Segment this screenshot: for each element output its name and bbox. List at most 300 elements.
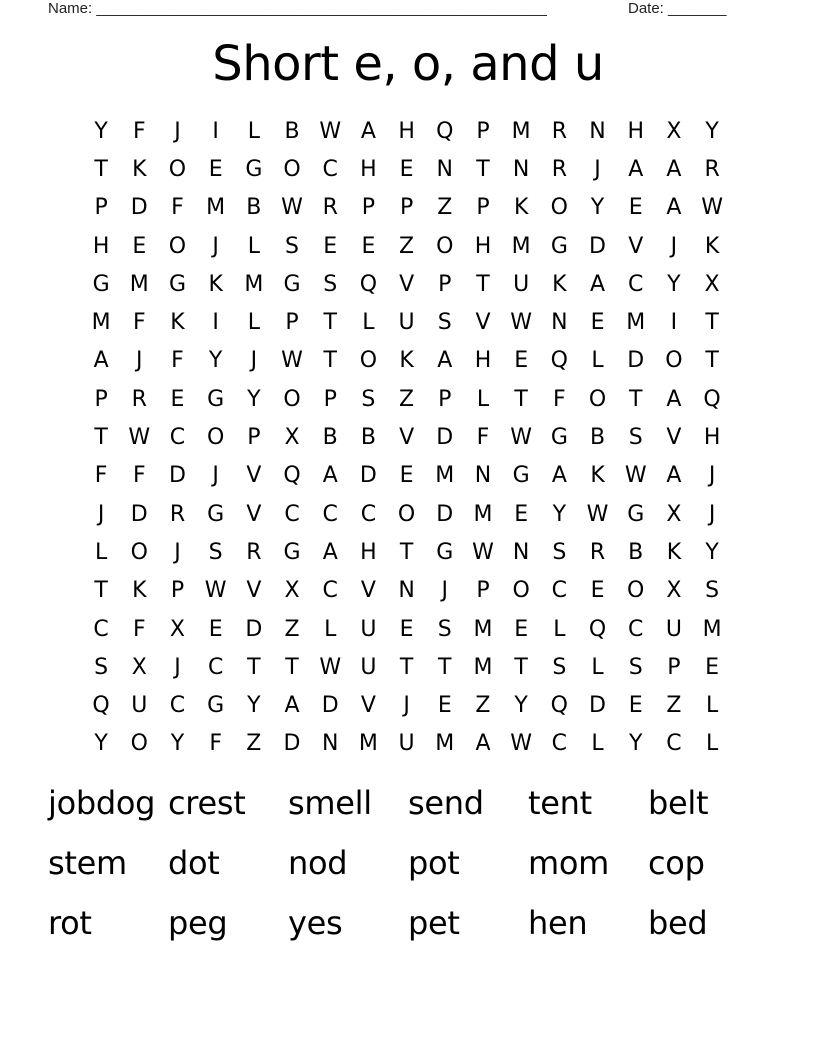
grid-letter: Y: [705, 118, 719, 144]
grid-letter: P: [285, 310, 299, 336]
grid-letter: G: [283, 539, 301, 565]
grid-letter: M: [473, 654, 493, 680]
word-list-item: cop: [648, 844, 705, 882]
grid-letter: D: [436, 425, 454, 451]
grid-letter: J: [594, 156, 601, 182]
grid-letter: R: [704, 156, 720, 182]
grid-letter: S: [94, 654, 109, 680]
grid-letter: W: [701, 195, 723, 221]
grid-letter: E: [399, 616, 414, 642]
grid-letter: E: [399, 156, 414, 182]
grid-letter: P: [399, 195, 414, 221]
word-list-item: mom: [528, 844, 610, 882]
grid-letter: O: [168, 156, 187, 182]
grid-letter: W: [281, 195, 303, 221]
grid-letter: H: [474, 348, 492, 374]
grid-letter: O: [665, 348, 683, 374]
grid-letter: Y: [170, 731, 185, 757]
grid-letter: G: [92, 271, 110, 297]
grid-letter: U: [398, 310, 415, 336]
grid-letter: N: [512, 539, 530, 565]
grid-letter: T: [514, 654, 528, 680]
grid-letter: S: [628, 654, 643, 680]
grid-letter: J: [212, 233, 219, 259]
grid-letter: Y: [552, 501, 567, 527]
grid-letter: N: [436, 156, 454, 182]
grid-letter: H: [703, 425, 721, 451]
grid-letter: D: [321, 693, 339, 719]
grid-letter: K: [590, 463, 605, 489]
grid-letter: D: [130, 501, 148, 527]
grid-letter: J: [136, 348, 143, 374]
grid-letter: P: [476, 578, 490, 604]
grid-letter: L: [591, 348, 604, 374]
grid-letter: C: [551, 731, 568, 757]
word-list: [48, 778, 768, 958]
grid-letter: B: [246, 195, 262, 221]
grid-letter: Q: [703, 386, 721, 412]
grid-letter: O: [130, 731, 148, 757]
grid-letter: M: [473, 616, 493, 642]
grid-letter: H: [398, 118, 415, 144]
grid-letter: F: [209, 731, 222, 757]
grid-letter: T: [476, 271, 490, 297]
grid-letter: Q: [588, 616, 607, 642]
grid-letter: P: [476, 195, 490, 221]
grid-letter: Z: [437, 195, 453, 221]
grid-letter: F: [132, 310, 146, 336]
grid-letter: M: [702, 616, 722, 642]
grid-letter: U: [398, 731, 415, 757]
grid-letter: P: [94, 195, 108, 221]
grid-letter: E: [628, 195, 643, 221]
grid-letter: D: [130, 195, 148, 221]
grid-letter: M: [435, 463, 455, 489]
grid-letter: M: [473, 501, 493, 527]
grid-letter: C: [322, 156, 338, 182]
grid-letter: T: [94, 156, 108, 182]
grid-letter: E: [590, 578, 605, 604]
grid-letter: E: [514, 348, 529, 374]
grid-letter: H: [360, 156, 377, 182]
grid-letter: X: [169, 616, 185, 642]
grid-letter: C: [666, 731, 682, 757]
grid-letter: J: [708, 501, 716, 527]
grid-letter: J: [403, 693, 410, 719]
grid-letter: K: [666, 539, 682, 565]
grid-letter: J: [250, 348, 258, 374]
grid-letter: N: [474, 463, 492, 489]
grid-letter: W: [510, 425, 533, 451]
grid-letter: P: [438, 386, 452, 412]
grid-letter: J: [174, 654, 181, 680]
grid-letter: E: [323, 233, 338, 259]
grid-letter: O: [436, 233, 454, 259]
grid-letter: L: [553, 616, 566, 642]
grid-letter: E: [628, 693, 643, 719]
grid-letter: H: [474, 233, 492, 259]
grid-letter: C: [628, 616, 644, 642]
grid-letter: E: [705, 654, 720, 680]
date-field-label: Date: _______: [628, 0, 727, 17]
grid-letter: T: [705, 310, 719, 336]
grid-letter: T: [323, 310, 337, 336]
word-list-item: hen: [528, 904, 588, 942]
grid-letter: I: [212, 310, 219, 336]
grid-letter: V: [360, 693, 376, 719]
grid-letter: A: [322, 463, 338, 489]
grid-letter: T: [94, 425, 108, 451]
grid-letter: R: [246, 539, 262, 565]
grid-letter: V: [246, 501, 262, 527]
grid-letter: E: [208, 616, 223, 642]
word-list-item: stem: [48, 844, 127, 882]
grid-letter: E: [132, 233, 147, 259]
grid-letter: U: [513, 271, 530, 297]
grid-letter: Y: [208, 348, 223, 374]
grid-letter: F: [132, 463, 146, 489]
grid-letter: K: [399, 348, 414, 374]
grid-letter: X: [131, 654, 147, 680]
grid-letter: J: [174, 118, 181, 144]
grid-letter: K: [552, 271, 567, 297]
grid-letter: U: [131, 693, 148, 719]
grid-letter: W: [319, 118, 342, 144]
grid-letter: K: [132, 156, 147, 182]
grid-letter: T: [323, 348, 337, 374]
grid-letter: V: [475, 310, 491, 336]
word-list-item: crest: [168, 784, 246, 822]
grid-letter: X: [284, 578, 300, 604]
grid-letter: R: [551, 156, 567, 182]
grid-letter: G: [207, 501, 225, 527]
grid-letter: P: [476, 118, 490, 144]
grid-letter: F: [132, 118, 146, 144]
grid-letter: T: [94, 578, 108, 604]
grid-letter: L: [362, 310, 375, 336]
grid-letter: M: [206, 195, 226, 221]
grid-letter: A: [93, 348, 109, 374]
grid-letter: V: [246, 463, 262, 489]
word-list-item: pot: [408, 844, 460, 882]
grid-letter: G: [512, 463, 530, 489]
grid-letter: Y: [628, 731, 643, 757]
grid-letter: F: [553, 386, 566, 412]
grid-letter: J: [708, 463, 716, 489]
grid-letter: N: [551, 310, 568, 336]
grid-letter: C: [322, 578, 338, 604]
grid-letter: O: [359, 348, 378, 374]
grid-letter: Y: [705, 539, 719, 565]
grid-letter: E: [514, 616, 529, 642]
grid-letter: Y: [667, 271, 681, 297]
grid-letter: F: [132, 616, 146, 642]
letter-grid: [82, 112, 731, 763]
grid-letter: E: [437, 693, 452, 719]
grid-letter: S: [437, 310, 452, 336]
grid-letter: C: [169, 425, 186, 451]
grid-letter: P: [323, 386, 337, 412]
word-list-item: rot: [48, 904, 92, 942]
grid-letter: R: [322, 195, 338, 221]
grid-letter: Y: [94, 118, 108, 144]
grid-letter: M: [358, 731, 378, 757]
grid-letter: J: [441, 578, 449, 604]
grid-letter: W: [510, 310, 533, 336]
grid-letter: U: [360, 654, 377, 680]
grid-letter: V: [628, 233, 644, 259]
page-title: Short e, o, and u: [212, 36, 604, 92]
grid-letter: T: [399, 539, 414, 565]
grid-letter: O: [627, 578, 645, 604]
grid-letter: D: [245, 616, 263, 642]
grid-letter: K: [132, 578, 147, 604]
grid-letter: W: [281, 348, 303, 374]
word-list-item: dot: [168, 844, 220, 882]
grid-letter: D: [589, 693, 606, 719]
grid-letter: G: [627, 501, 645, 527]
grid-letter: L: [476, 386, 490, 412]
grid-letter: F: [94, 463, 108, 489]
grid-letter: E: [399, 463, 414, 489]
grid-letter: L: [324, 616, 337, 642]
grid-letter: D: [589, 233, 606, 259]
grid-letter: V: [246, 578, 262, 604]
grid-letter: P: [94, 386, 108, 412]
grid-letter: R: [131, 386, 147, 412]
grid-letter: O: [168, 233, 187, 259]
grid-letter: G: [283, 271, 301, 297]
grid-letter: S: [323, 271, 338, 297]
grid-letter: M: [511, 233, 531, 259]
grid-letter: G: [168, 271, 186, 297]
grid-letter: F: [171, 195, 184, 221]
grid-letter: A: [551, 463, 567, 489]
grid-letter: G: [245, 156, 263, 182]
grid-letter: W: [510, 731, 533, 757]
grid-letter: U: [360, 616, 377, 642]
grid-letter: E: [170, 386, 185, 412]
grid-letter: E: [514, 501, 529, 527]
grid-letter: T: [285, 654, 299, 680]
grid-letter: N: [321, 731, 339, 757]
grid-letter: X: [704, 271, 720, 297]
grid-letter: C: [207, 654, 224, 680]
grid-letter: H: [92, 233, 110, 259]
grid-letter: C: [551, 578, 568, 604]
word-list-item: tent: [528, 784, 592, 822]
grid-letter: G: [436, 539, 454, 565]
grid-letter: S: [552, 654, 567, 680]
grid-letter: L: [247, 310, 260, 336]
grid-letter: R: [169, 501, 186, 527]
grid-letter: V: [360, 578, 376, 604]
grid-letter: X: [666, 501, 682, 527]
grid-letter: Q: [283, 463, 301, 489]
grid-letter: T: [438, 654, 452, 680]
grid-letter: P: [361, 195, 376, 221]
grid-letter: E: [208, 156, 223, 182]
grid-letter: A: [666, 386, 682, 412]
grid-letter: P: [170, 578, 185, 604]
grid-letter: B: [322, 425, 338, 451]
grid-letter: C: [169, 693, 186, 719]
grid-letter: F: [476, 425, 490, 451]
grid-letter: K: [704, 233, 720, 259]
grid-letter: L: [591, 654, 604, 680]
grid-letter: Q: [92, 693, 110, 719]
grid-letter: Q: [359, 271, 378, 297]
grid-letter: G: [550, 425, 568, 451]
word-list-item: pet: [408, 904, 460, 942]
grid-letter: M: [626, 310, 646, 336]
grid-letter: V: [666, 425, 682, 451]
grid-letter: M: [129, 271, 149, 297]
grid-letter: C: [360, 501, 377, 527]
grid-letter: A: [360, 118, 376, 144]
grid-letter: Z: [475, 693, 491, 719]
grid-letter: T: [476, 156, 490, 182]
word-list-item: nod: [288, 844, 348, 882]
grid-letter: R: [589, 539, 606, 565]
grid-letter: B: [284, 118, 300, 144]
grid-letter: F: [171, 348, 184, 374]
word-list-item: peg: [168, 904, 228, 942]
grid-letter: R: [551, 118, 567, 144]
grid-letter: Y: [590, 195, 605, 221]
grid-letter: C: [322, 501, 338, 527]
grid-letter: V: [399, 425, 415, 451]
name-field-label: Name: ______________________________________________________: [48, 0, 547, 17]
word-list-item: belt: [648, 784, 709, 822]
grid-letter: K: [208, 271, 223, 297]
grid-letter: N: [398, 578, 415, 604]
grid-letter: O: [206, 425, 225, 451]
grid-letter: M: [511, 118, 531, 144]
grid-letter: S: [285, 233, 300, 259]
grid-letter: V: [399, 271, 415, 297]
grid-letter: J: [174, 539, 181, 565]
grid-letter: M: [435, 731, 455, 757]
grid-letter: P: [438, 271, 452, 297]
grid-letter: T: [247, 654, 261, 680]
grid-letter: O: [130, 539, 148, 565]
word-list-item: jobdog: [48, 784, 156, 822]
grid-letter: T: [399, 654, 414, 680]
grid-letter: S: [552, 539, 567, 565]
grid-letter: O: [512, 578, 530, 604]
grid-letter: G: [550, 233, 568, 259]
grid-letter: B: [628, 539, 644, 565]
grid-letter: W: [472, 539, 494, 565]
grid-letter: L: [591, 731, 604, 757]
grid-letter: J: [212, 463, 219, 489]
header: [48, 0, 748, 20]
grid-letter: W: [624, 463, 647, 489]
grid-letter: B: [589, 425, 606, 451]
grid-letter: S: [361, 386, 376, 412]
grid-letter: Q: [550, 693, 568, 719]
grid-letter: A: [666, 463, 682, 489]
grid-letter: O: [397, 501, 416, 527]
grid-letter: W: [319, 654, 342, 680]
grid-letter: Y: [247, 693, 261, 719]
grid-letter: Y: [94, 731, 108, 757]
grid-letter: L: [247, 233, 260, 259]
grid-letter: D: [283, 731, 301, 757]
grid-letter: Z: [246, 731, 262, 757]
grid-letter: W: [128, 425, 151, 451]
grid-letter: Z: [399, 386, 415, 412]
grid-letter: Q: [550, 348, 568, 374]
grid-letter: D: [359, 463, 377, 489]
grid-letter: D: [436, 501, 454, 527]
grid-letter: W: [586, 501, 609, 527]
grid-letter: G: [207, 693, 225, 719]
grid-letter: O: [550, 195, 568, 221]
grid-letter: A: [666, 195, 682, 221]
grid-letter: M: [91, 310, 111, 336]
grid-letter: K: [513, 195, 529, 221]
grid-letter: U: [665, 616, 682, 642]
grid-letter: H: [627, 118, 644, 144]
grid-letter: Y: [247, 386, 261, 412]
grid-letter: X: [666, 118, 682, 144]
word-list-item: send: [408, 784, 484, 822]
grid-letter: Y: [514, 693, 528, 719]
grid-letter: I: [212, 118, 219, 144]
grid-letter: N: [589, 118, 606, 144]
grid-letter: A: [628, 156, 644, 182]
grid-letter: L: [705, 731, 719, 757]
grid-letter: H: [360, 539, 377, 565]
grid-letter: A: [437, 348, 453, 374]
grid-letter: O: [283, 386, 301, 412]
grid-letter: N: [512, 156, 530, 182]
grid-letter: W: [204, 578, 227, 604]
grid-letter: A: [666, 156, 682, 182]
grid-letter: A: [475, 731, 491, 757]
grid-letter: M: [244, 271, 264, 297]
grid-letter: X: [666, 578, 682, 604]
grid-letter: L: [705, 693, 719, 719]
grid-letter: E: [361, 233, 376, 259]
grid-letter: B: [360, 425, 376, 451]
grid-letter: O: [588, 386, 607, 412]
grid-letter: S: [208, 539, 223, 565]
grid-letter: O: [283, 156, 301, 182]
grid-letter: C: [284, 501, 300, 527]
grid-letter: X: [284, 425, 300, 451]
grid-letter: S: [705, 578, 720, 604]
grid-letter: P: [247, 425, 261, 451]
grid-letter: L: [94, 539, 108, 565]
word-list-item: smell: [288, 784, 372, 822]
grid-letter: E: [590, 310, 605, 336]
grid-letter: S: [437, 616, 452, 642]
grid-letter: A: [322, 539, 338, 565]
grid-letter: P: [667, 654, 681, 680]
grid-letter: S: [628, 425, 643, 451]
grid-letter: C: [93, 616, 109, 642]
grid-letter: L: [247, 118, 260, 144]
grid-letter: J: [97, 501, 105, 527]
grid-letter: A: [590, 271, 606, 297]
grid-letter: T: [514, 386, 528, 412]
grid-letter: Z: [399, 233, 415, 259]
grid-letter: D: [168, 463, 186, 489]
grid-letter: Z: [666, 693, 682, 719]
